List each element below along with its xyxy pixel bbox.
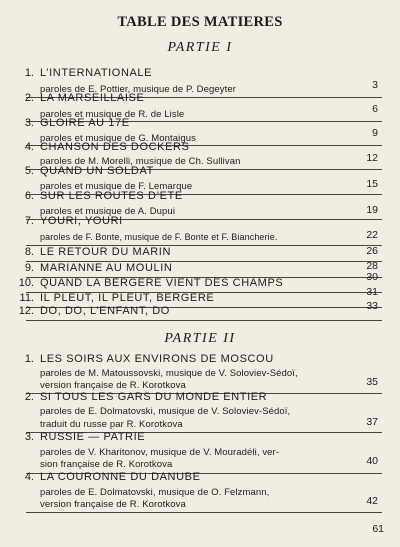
page-number: 9 — [372, 127, 378, 139]
entry-number: 3. — [24, 431, 34, 443]
song-credit: paroles de M. Matoussovski, musique de V. Soloviev-Sédoï, — [40, 368, 298, 379]
song-title: LA MARSEILLAISE — [40, 92, 145, 104]
song-credit: paroles et musique de R. de Lisle — [40, 109, 185, 120]
entry-number: 12. — [18, 305, 34, 317]
song-title: GLOIRE AU 17E — [40, 117, 130, 129]
partie-1-heading: PARTIE I — [167, 40, 233, 55]
song-title: LE RETOUR DU MARIN — [40, 246, 171, 258]
song-title: QUAND LA BERGERE VIENT DES CHAMPS — [40, 277, 284, 289]
entry-number: 10. — [18, 277, 34, 289]
song-title: IL PLEUT, IL PLEUT, BERGERE — [40, 292, 215, 304]
entry-number: 4. — [24, 141, 34, 153]
song-credit: paroles de E. Dolmatovski, musique de O. Felzmann, — [40, 487, 270, 498]
page-number: 35 — [366, 376, 378, 388]
entry-number: 4. — [24, 471, 34, 483]
page-number: 6 — [372, 103, 378, 115]
song-title: QUAND UN SOLDAT — [40, 165, 154, 177]
song-title: CHANSON DES DOCKERS — [40, 141, 190, 153]
entry-number: 1. — [24, 67, 34, 79]
song-credit: traduit du russe par R. Korotkova — [40, 419, 183, 430]
song-title: RUSSIE — PATRIE — [40, 431, 146, 443]
page-title: TABLE DES MATIERES — [117, 14, 283, 30]
entry-number: 6. — [24, 190, 34, 202]
page-number: 28 — [366, 260, 378, 272]
page-number: 30 — [366, 271, 378, 283]
page-number: 22 — [366, 229, 378, 241]
song-credit: version française de R. Korotkova — [40, 380, 186, 391]
page-number: 12 — [366, 152, 378, 164]
page-number: 42 — [366, 495, 378, 507]
entry-number: 2. — [24, 391, 34, 403]
song-title: LES SOIRS AUX ENVIRONS DE MOSCOU — [40, 353, 274, 365]
song-credit: paroles et musique de F. Lemarque — [40, 181, 193, 192]
page-number: 26 — [366, 245, 378, 257]
song-title: DO, DO, L’ENFANT, DO — [40, 305, 170, 317]
entry-number: 7. — [24, 215, 34, 227]
page-number: 19 — [366, 204, 378, 216]
song-title: MARIANNE AU MOULIN — [40, 262, 173, 274]
song-credit: paroles de M. Morelli, musique de Ch. Sullivan — [40, 156, 241, 167]
song-credit: sion française de R. Korotkova — [40, 459, 173, 470]
entry-number: 5. — [24, 165, 34, 177]
song-credit: paroles de F. Bonte, musique de F. Bonte et F. Biancherie. — [40, 232, 278, 242]
entry-number: 1. — [24, 353, 34, 365]
entry-number: 2. — [24, 92, 34, 104]
song-title: SUR LES ROUTES D’ETE — [40, 190, 183, 202]
song-credit: paroles de E. Dolmatovski, musique de V. Soloviev-Sédoï, — [40, 406, 291, 417]
folio-page-number: 61 — [372, 523, 384, 535]
entry-number: 9. — [24, 262, 34, 274]
divider — [26, 320, 382, 321]
song-title: L’INTERNATIONALE — [40, 67, 153, 79]
song-credit: version française de R. Korotkova — [40, 499, 186, 510]
song-credit: paroles et musique de A. Dupui — [40, 206, 176, 217]
song-title: YOURI, YOURI — [40, 215, 123, 227]
page-number: 37 — [366, 416, 378, 428]
song-credit: paroles de V. Kharitonov, musique de V. Mouradéli, ver- — [40, 447, 280, 458]
song-credit: paroles de E. Pottier, musique de P. Degeyter — [40, 84, 237, 95]
song-title: SI TOUS LES GARS DU MONDE ENTIER — [40, 391, 268, 403]
entry-number: 11. — [19, 292, 34, 304]
song-title: LA COURONNE DU DANUBE — [40, 471, 201, 483]
page-number: 31 — [366, 286, 378, 298]
partie-2-heading: PARTIE II — [164, 331, 236, 346]
page-number: 40 — [366, 455, 378, 467]
page-number: 15 — [366, 178, 378, 190]
entry-number: 3. — [24, 117, 34, 129]
page-number: 3 — [372, 79, 378, 91]
entry-number: 8. — [24, 246, 34, 258]
song-credit: paroles et musique de G. Montaigus — [40, 133, 197, 144]
divider — [26, 512, 382, 513]
page-number: 33 — [366, 300, 378, 312]
